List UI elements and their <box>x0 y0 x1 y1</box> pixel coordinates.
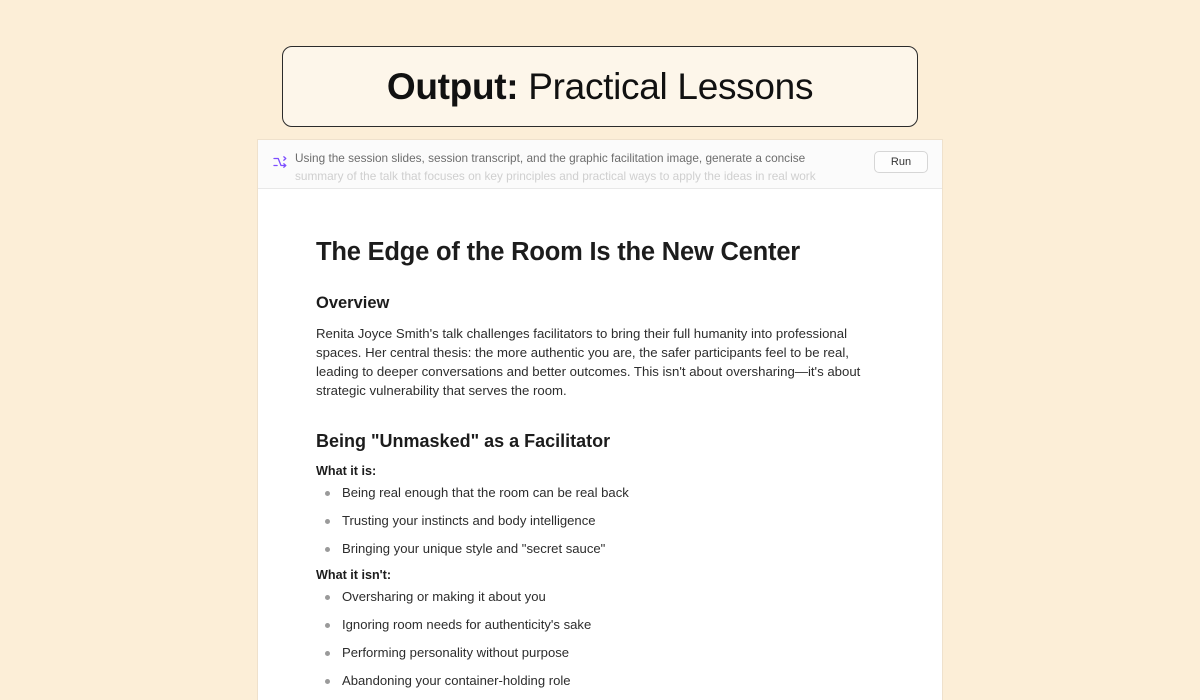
prompt-bar[interactable] <box>258 140 942 189</box>
page-title-light: Practical Lessons <box>518 65 814 107</box>
document-body <box>258 189 942 690</box>
output-title-banner <box>282 46 918 127</box>
what-it-isnt-list <box>316 588 884 690</box>
page-title <box>387 66 813 108</box>
list-item: Ignoring room needs for authenticity's sake <box>316 616 884 634</box>
unmasked-section-heading: Being "Unmasked" as a Facilitator <box>316 430 611 451</box>
document-title: The Edge of the Room Is the New Center <box>316 238 801 266</box>
list-item: Bringing your unique style and "secret sauce" <box>316 540 884 558</box>
what-it-is-list <box>316 484 884 558</box>
document-panel <box>258 140 942 700</box>
what-it-is-label: What it is: <box>316 463 377 478</box>
prompt-line-2: summary of the talk that focuses on key principles and practical ways to apply the ideas in real work <box>295 169 816 183</box>
list-item: Oversharing or making it about you <box>316 588 884 606</box>
shuffle-arrows-icon <box>273 155 287 169</box>
list-item: Trusting your instincts and body intelligence <box>316 512 884 530</box>
list-item: Being real enough that the room can be real back <box>316 484 884 502</box>
run-button[interactable]: Run <box>874 151 928 173</box>
page-title-strong: Output: <box>386 65 519 107</box>
prompt-text[interactable] <box>295 149 855 185</box>
prompt-line-1: Using the session slides, session transcript, and the graphic facilitation image, generate a concise <box>295 151 806 165</box>
list-item: Performing personality without purpose <box>316 644 884 662</box>
what-it-isnt-label: What it isn't: <box>316 567 392 582</box>
overview-paragraph: Renita Joyce Smith's talk challenges facilitators to bring their full humanity into professional spaces. Her central thesis: the more authentic you are, the safer participants feel to be real, leading to deeper conversations and better outcomes. This isn't about oversharing—it's about strategic vulnerability that serves the room. <box>316 325 861 399</box>
list-item: Abandoning your container-holding role <box>316 672 884 690</box>
overview-heading: Overview <box>316 293 390 312</box>
